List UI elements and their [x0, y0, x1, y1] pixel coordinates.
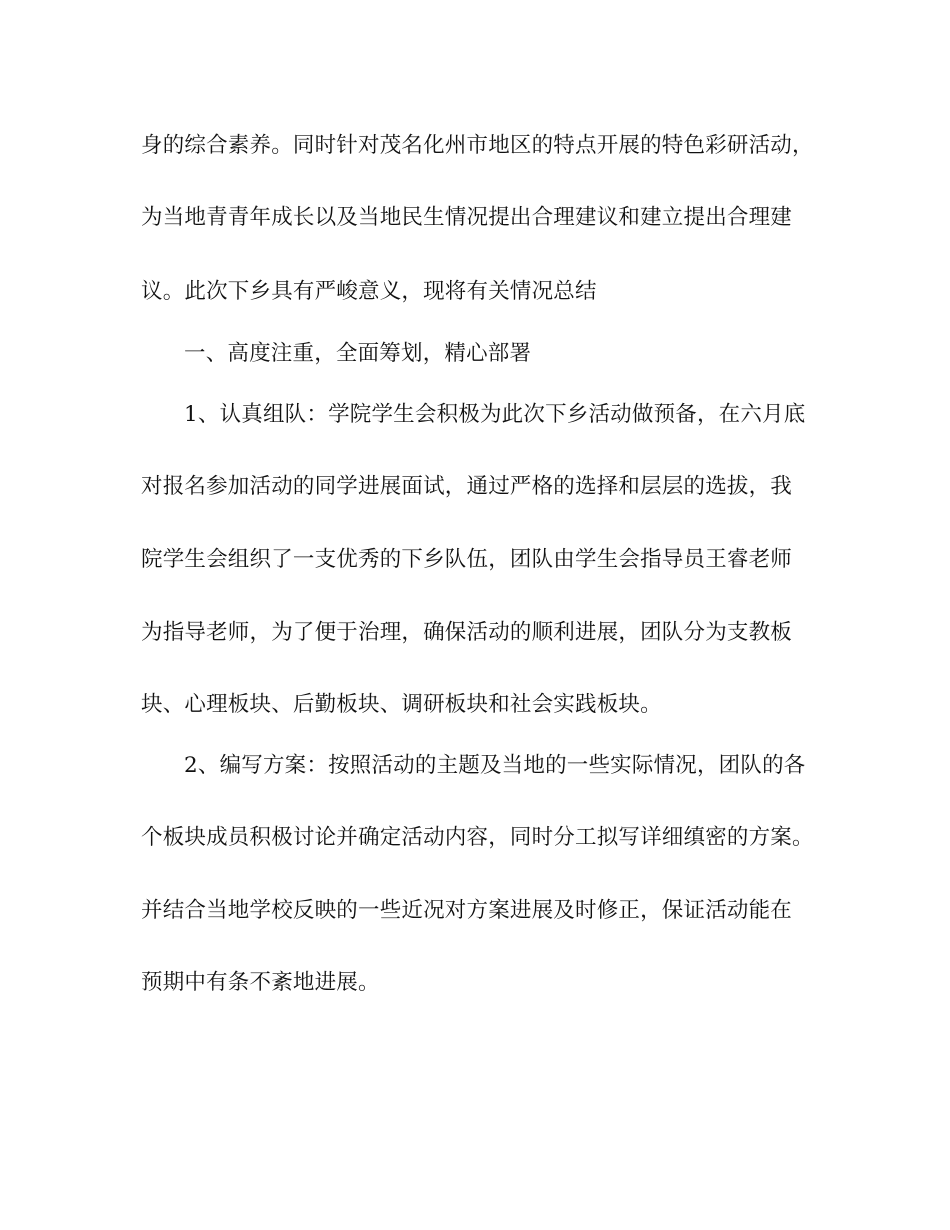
body-text-line: 1、认真组队：学院学生会积极为此次下乡活动做预备，在六月底: [184, 402, 806, 427]
body-text-line: 块、心理板块、后勤板块、调研板块和社会实践板块。: [141, 692, 662, 717]
section-heading: 一、高度注重，全面筹划，精心部署: [184, 341, 532, 366]
body-text-line: 2、编写方案：按照活动的主题及当地的一些实际情况，团队的各: [184, 753, 806, 778]
body-text-line: 身的综合素养。同时针对茂名化州市地区的特点开展的特色彩研活动，: [141, 133, 814, 158]
body-text-line: 为当地青青年成长以及当地民生情况提出合理建议和建立提出合理建: [141, 205, 793, 230]
body-text-line: 对报名参加活动的同学进展面试，通过严格的选择和层层的选拔，我: [141, 474, 793, 499]
body-text-line: 个板块成员积极讨论并确定活动内容，同时分工拟写详细缜密的方案。: [141, 825, 814, 850]
body-text-line: 为指导老师，为了便于治理，确保活动的顺利进展，团队分为支教板: [141, 620, 793, 645]
body-text-line: 并结合当地学校反映的一些近况对方案进展及时修正，保证活动能在: [141, 898, 793, 923]
body-text-line: 院学生会组织了一支优秀的下乡队伍，团队由学生会指导员王睿老师: [141, 547, 793, 572]
body-text-line: 议。此次下乡具有严峻意义，现将有关情况总结: [141, 279, 597, 304]
body-text-line: 预期中有条不紊地进展。: [141, 970, 380, 995]
